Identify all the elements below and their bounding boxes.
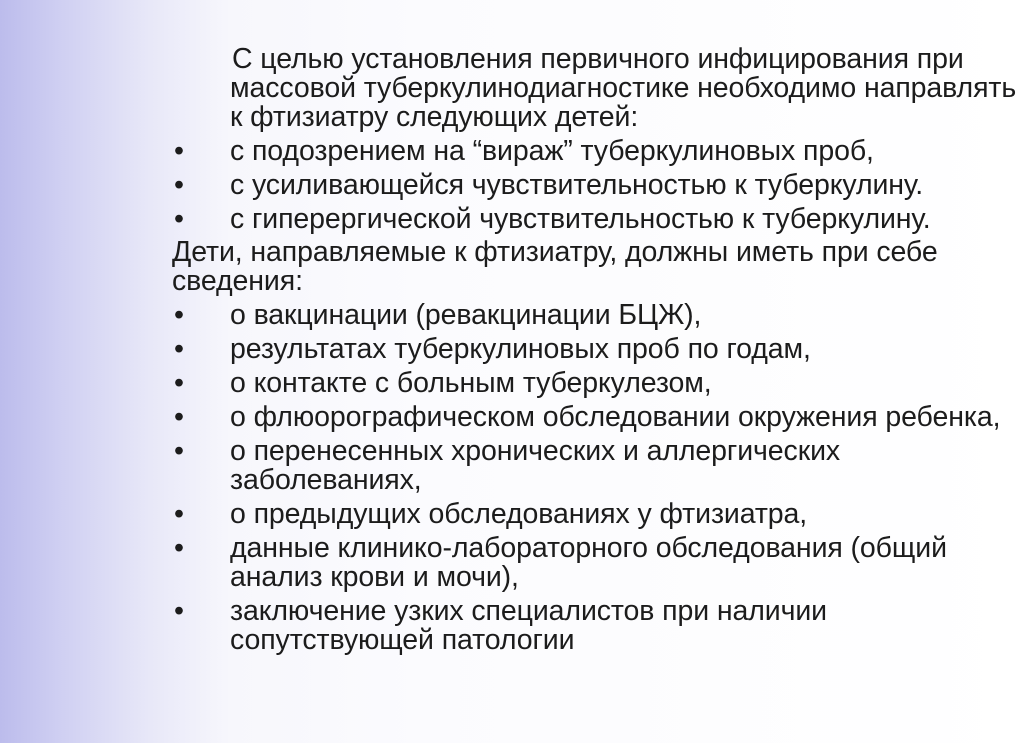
documents-paragraph: Дети, направляемые к фтизиатру, должны иметь при себе сведения: (172, 236, 938, 297)
list-item (172, 335, 1022, 364)
list-item (172, 534, 1022, 592)
bullet-icon: • (174, 367, 184, 399)
slide-text-body (172, 45, 1022, 655)
intro-paragraph: С целью установления первичного инфицирования при массовой туберкулинодиагностике необходимо направлять к фтизиатру следующих детей: (230, 43, 1017, 133)
list-item (172, 171, 1022, 200)
list-item (172, 205, 1022, 234)
bullet-icon: • (174, 333, 184, 365)
bullet-icon: • (174, 595, 184, 627)
required-documents-list (172, 301, 1022, 655)
list-item-text: данные клинико-лабораторного обследования (общий анализ крови и мочи), (230, 532, 947, 593)
list-item-text: о вакцинации (ревакцинации БЦЖ), (230, 299, 702, 331)
list-item-text: о перенесенных хронических и аллергических заболеваниях, (230, 435, 841, 496)
list-item (172, 301, 1022, 330)
list-item (172, 500, 1022, 529)
list-item-text: результатах туберкулиновых проб по годам, (230, 333, 811, 365)
list-item-text: с подозрением на “вираж” туберкулиновых проб, (230, 135, 874, 167)
list-item-text: о контакте с больным туберкулезом, (230, 367, 712, 399)
bullet-icon: • (174, 203, 184, 235)
bullet-icon: • (174, 435, 184, 467)
bullet-icon: • (174, 135, 184, 167)
list-item-text: с усиливающейся чувствительностью к туберкулину. (230, 169, 924, 201)
list-item (172, 437, 1022, 495)
bullet-icon: • (174, 299, 184, 331)
list-item (172, 597, 1022, 655)
list-item (172, 403, 1022, 432)
bullet-icon: • (174, 532, 184, 564)
bullet-icon: • (174, 401, 184, 433)
list-item-text: с гиперергической чувствительностью к туберкулину. (230, 203, 931, 235)
list-item-text: о предыдущих обследованиях у фтизиатра, (230, 498, 808, 530)
list-item-text: о флюорографическом обследовании окружения ребенка, (230, 401, 1001, 433)
bullet-icon: • (174, 498, 184, 530)
list-item-text: заключение узких специалистов при наличии сопутствующей патологии (230, 595, 828, 656)
list-item (172, 369, 1022, 398)
referral-criteria-list (172, 137, 1022, 234)
bullet-icon: • (174, 169, 184, 201)
list-item (172, 137, 1022, 166)
